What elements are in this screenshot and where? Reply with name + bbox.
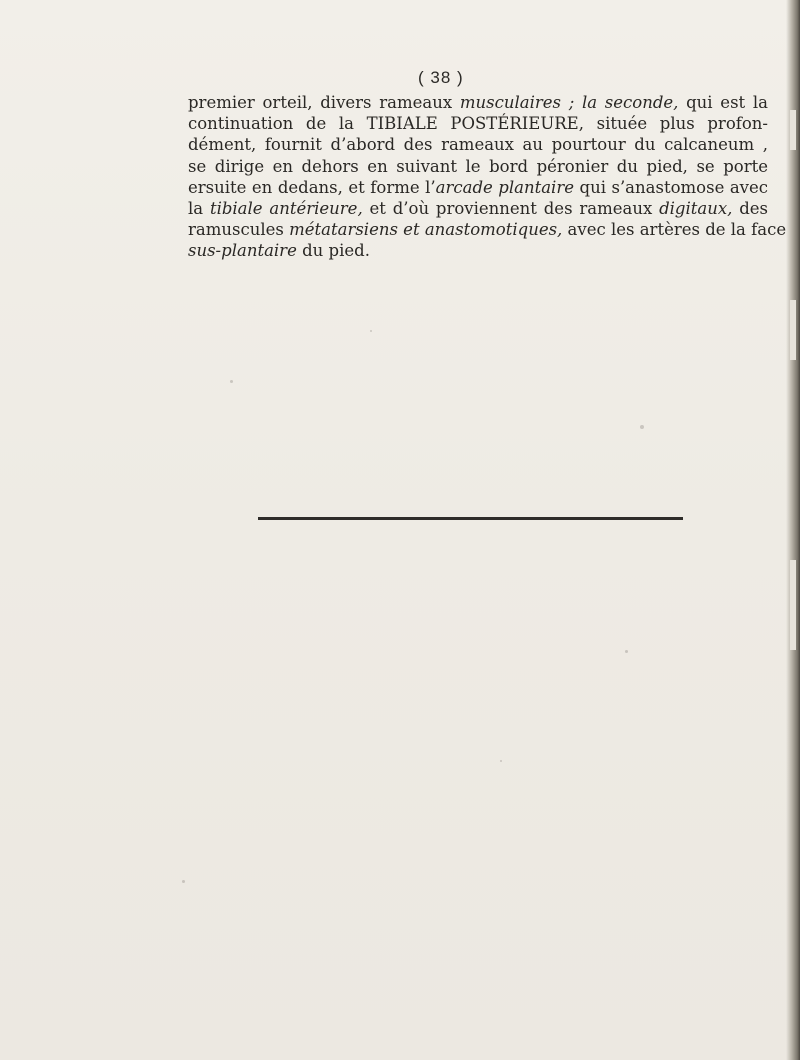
text-run: des (732, 199, 769, 219)
text-run: qui est la (678, 93, 768, 112)
spine-highlight (790, 110, 796, 150)
italic-run: musculaires ; la seconde, (459, 93, 679, 112)
text-run: continuation de la TIBIALE POSTÉRIEURE, située plus profon- (188, 114, 768, 134)
text-line (188, 177, 768, 198)
paper-speck (370, 330, 372, 332)
text-line (188, 156, 768, 177)
text-line (188, 134, 768, 155)
text-line (188, 198, 768, 219)
paper-speck (640, 425, 644, 429)
text-run: se dirige en dehors en suivant le bord péronier du pied, se porte (188, 156, 768, 176)
text-run: qui s’anastomose avec (574, 177, 768, 197)
italic-run: digitaux, (659, 199, 733, 219)
italic-run: tibiale antérieure, (209, 199, 363, 219)
text-run: avec les artères de la face (562, 220, 787, 240)
text-run: ramuscules (188, 220, 290, 240)
italic-run: arcade plantaire (435, 177, 574, 197)
italic-run: sus-plantaire (188, 241, 297, 261)
text-run: du pied. (296, 241, 370, 261)
book-spine-edge (786, 0, 800, 1060)
spine-highlight (790, 300, 796, 360)
text-run: la (188, 199, 210, 219)
text-line (188, 240, 768, 261)
italic-run: métatarsiens et anastomotiques, (289, 220, 563, 240)
spine-highlight (790, 560, 796, 650)
paper-speck (500, 760, 502, 762)
paper-speck (625, 650, 628, 653)
text-run: premier orteil, divers rameaux (188, 93, 460, 112)
text-line (188, 219, 787, 240)
page-number: ( 38 ) (418, 68, 464, 87)
text-run: ersuite en dedans, et forme l’ (188, 177, 436, 197)
text-line (188, 92, 768, 113)
text-run: dément, fournit d’abord des rameaux au pourtour du calcaneum , (188, 135, 768, 155)
body-paragraph (188, 92, 787, 262)
paper-speck (182, 880, 185, 883)
text-run: et d’où proviennent des rameaux (362, 199, 660, 219)
text-line (188, 113, 768, 134)
section-rule (258, 517, 683, 520)
paper-speck (230, 380, 233, 383)
